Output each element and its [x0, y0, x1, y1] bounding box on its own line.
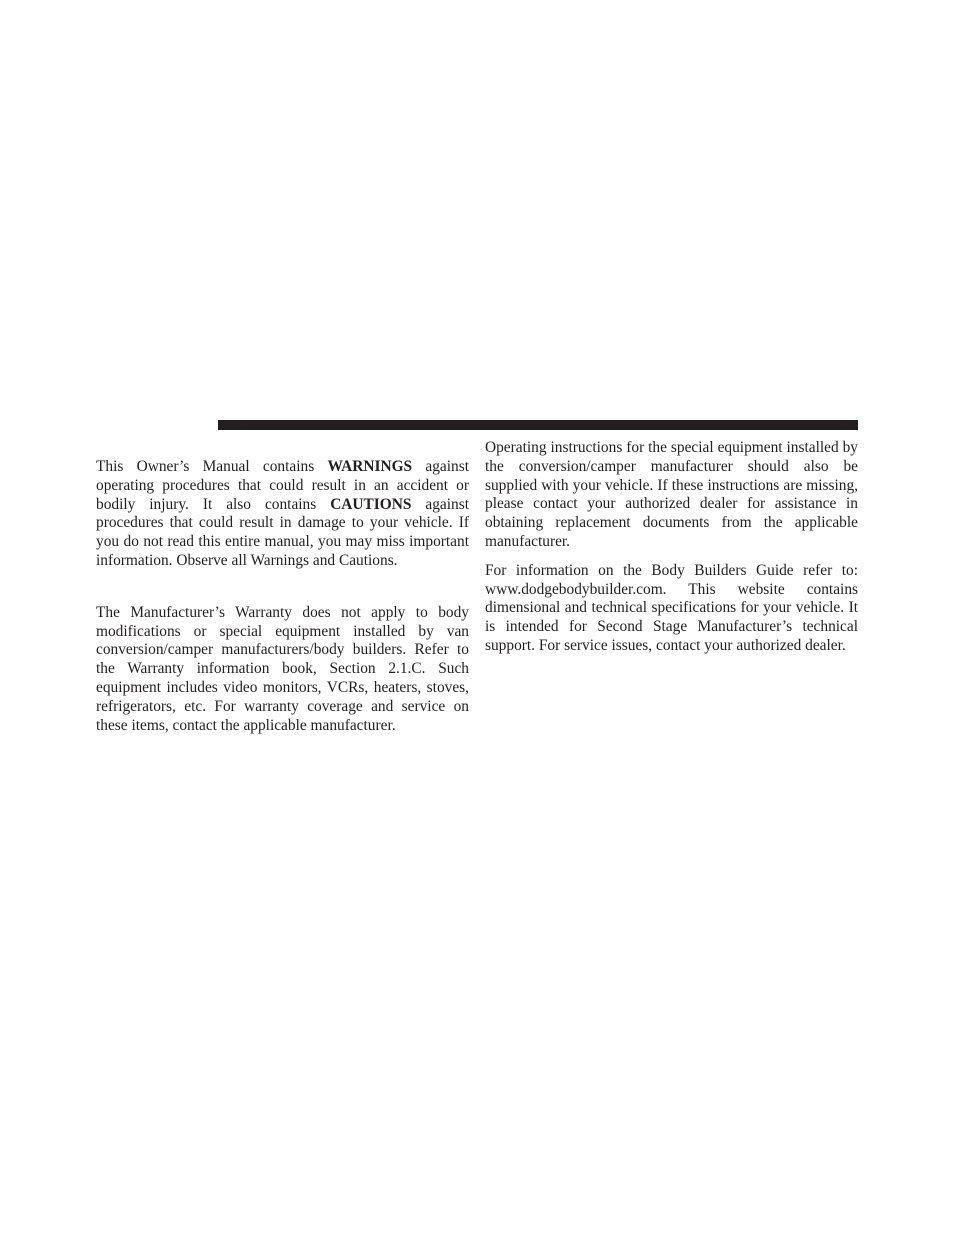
warnings-cautions-paragraph — [96, 458, 469, 571]
left-text-column — [96, 458, 469, 735]
paragraph-text: against procedures that could result in damage to your vehicle. If you do not read this entire manual, you may miss important information. Observe all Warnings and Cautions. — [96, 495, 469, 569]
paragraph-text: against operating procedures that could result in an accident or bodily injury. It also contains — [96, 458, 469, 513]
operating-instructions-paragraph: Operating instructions for the special equipment installed by the conversion/camper manufacturer should also be supplied with your vehicle. If these instructions are missing, please contact your authorized dealer for assistance in obtaining replacement documents from the applicable manufacturer. — [485, 439, 858, 550]
warranty-paragraph: The Manufacturer’s Warranty does not apply to body modifications or special equipment installed by van conversion/camper manufacturers/body builders. Refer to the Warranty information book, Section 2.1.C. Such equipment includes video monitors, VCRs, heaters, stoves, refrigerators, etc. For warranty coverage and service on these items, contact the applicable manufacturer. — [96, 603, 469, 734]
body-builders-guide-paragraph: For information on the Body Builders Guide refer to: www.dodgebodybuilder.com. This website contains dimensional and technical specifications for your vehicle. It is intended for Second Stage Manufacturer’s technical support. For service issues, contact your authorized dealer. — [485, 561, 858, 654]
warnings-term: WARNINGS — [327, 458, 413, 475]
paragraph-text: This Owner’s Manual contains — [96, 458, 328, 475]
cautions-term: CAUTIONS — [330, 495, 412, 513]
section-header-rule — [218, 420, 858, 430]
right-text-column — [485, 439, 858, 656]
